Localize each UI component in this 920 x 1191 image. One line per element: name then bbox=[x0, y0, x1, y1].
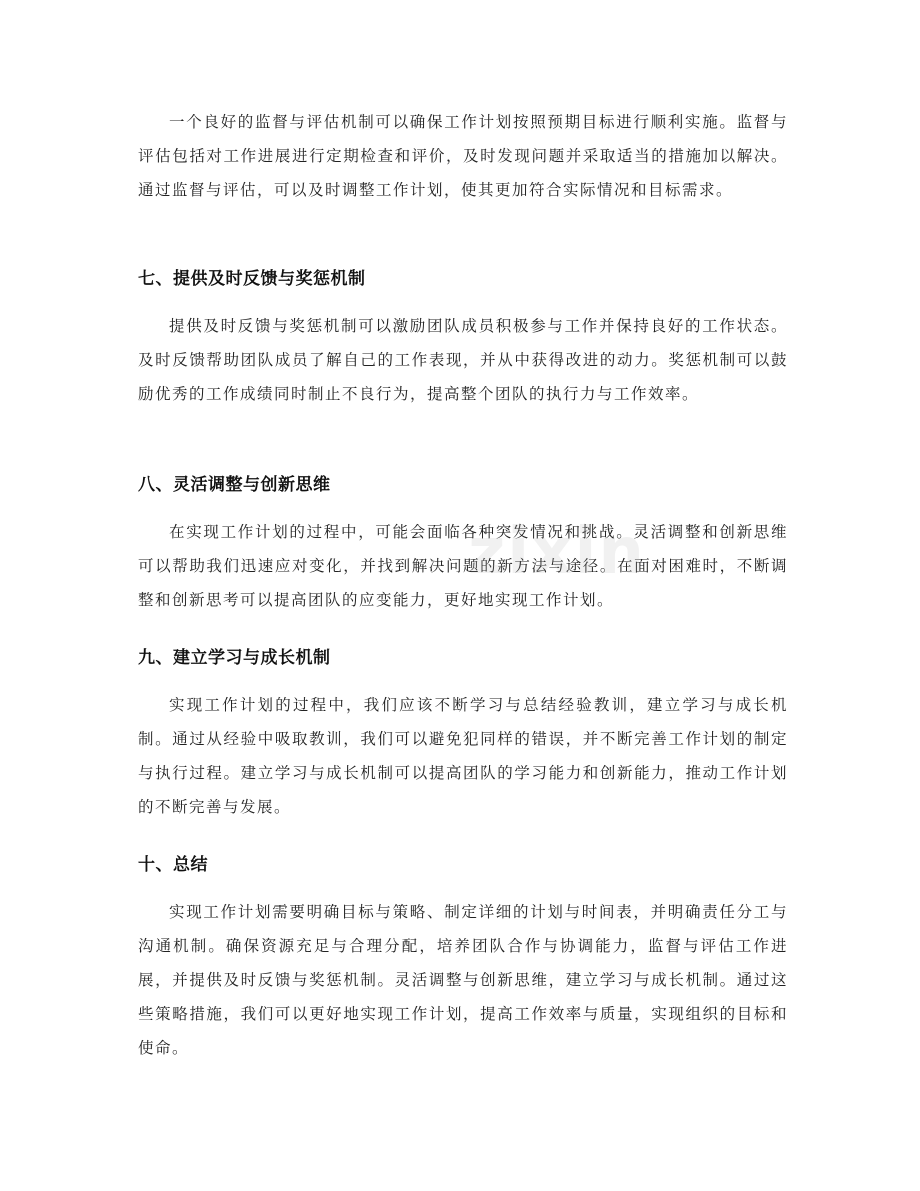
section-heading-10: 十、总结 bbox=[138, 855, 208, 875]
section-heading-7: 七、提供及时反馈与奖惩机制 bbox=[138, 269, 366, 289]
section-heading-8: 八、灵活调整与创新思维 bbox=[138, 475, 331, 495]
section-paragraph-9: 实现工作计划的过程中，我们应该不断学习与总结经验教训，建立学习与成长机制。通过从经验中吸取教训，我们可以避免犯同样的错误，并不断完善工作计划的制定与执行过程。建立学习与成长机制可以提高团队的学习能力和创新能力，推动工作计划的不断完善与发展。 bbox=[138, 696, 788, 816]
section-paragraph-8: 在实现工作计划的过程中，可能会面临各种突发情况和挑战。灵活调整和创新思维可以帮助我们迅速应对变化，并找到解决问题的新方法与途径。在面对困难时，不断调整和创新思考可以提高团队的应变能力，更好地实现工作计划。 bbox=[138, 523, 788, 609]
intro-paragraph: 一个良好的监督与评估机制可以确保工作计划按照预期目标进行顺利实施。监督与评估包括对工作进展进行定期检查和评价，及时发现问题并采取适当的措施加以解决。通过监督与评估，可以及时调整工作计划，使其更加符合实际情况和目标需求。 bbox=[138, 113, 788, 199]
watermark-logo: zixin bbox=[468, 515, 646, 589]
section-heading-9: 九、建立学习与成长机制 bbox=[138, 648, 331, 668]
section-paragraph-10: 实现工作计划需要明确目标与策略、制定详细的计划与时间表，并明确责任分工与沟通机制。确保资源充足与合理分配，培养团队合作与协调能力，监督与评估工作进展，并提供及时反馈与奖惩机制。灵活调整与创新思维，建立学习与成长机制。通过这些策略措施，我们可以更好地实现工作计划，提高工作效率与质量，实现组织的目标和使命。 bbox=[138, 903, 788, 1057]
section-paragraph-7: 提供及时反馈与奖惩机制可以激励团队成员积极参与工作并保持良好的工作状态。及时反馈帮助团队成员了解自己的工作表现，并从中获得改进的动力。奖惩机制可以鼓励优秀的工作成绩同时制止不良行为，提高整个团队的执行力与工作效率。 bbox=[138, 317, 788, 403]
